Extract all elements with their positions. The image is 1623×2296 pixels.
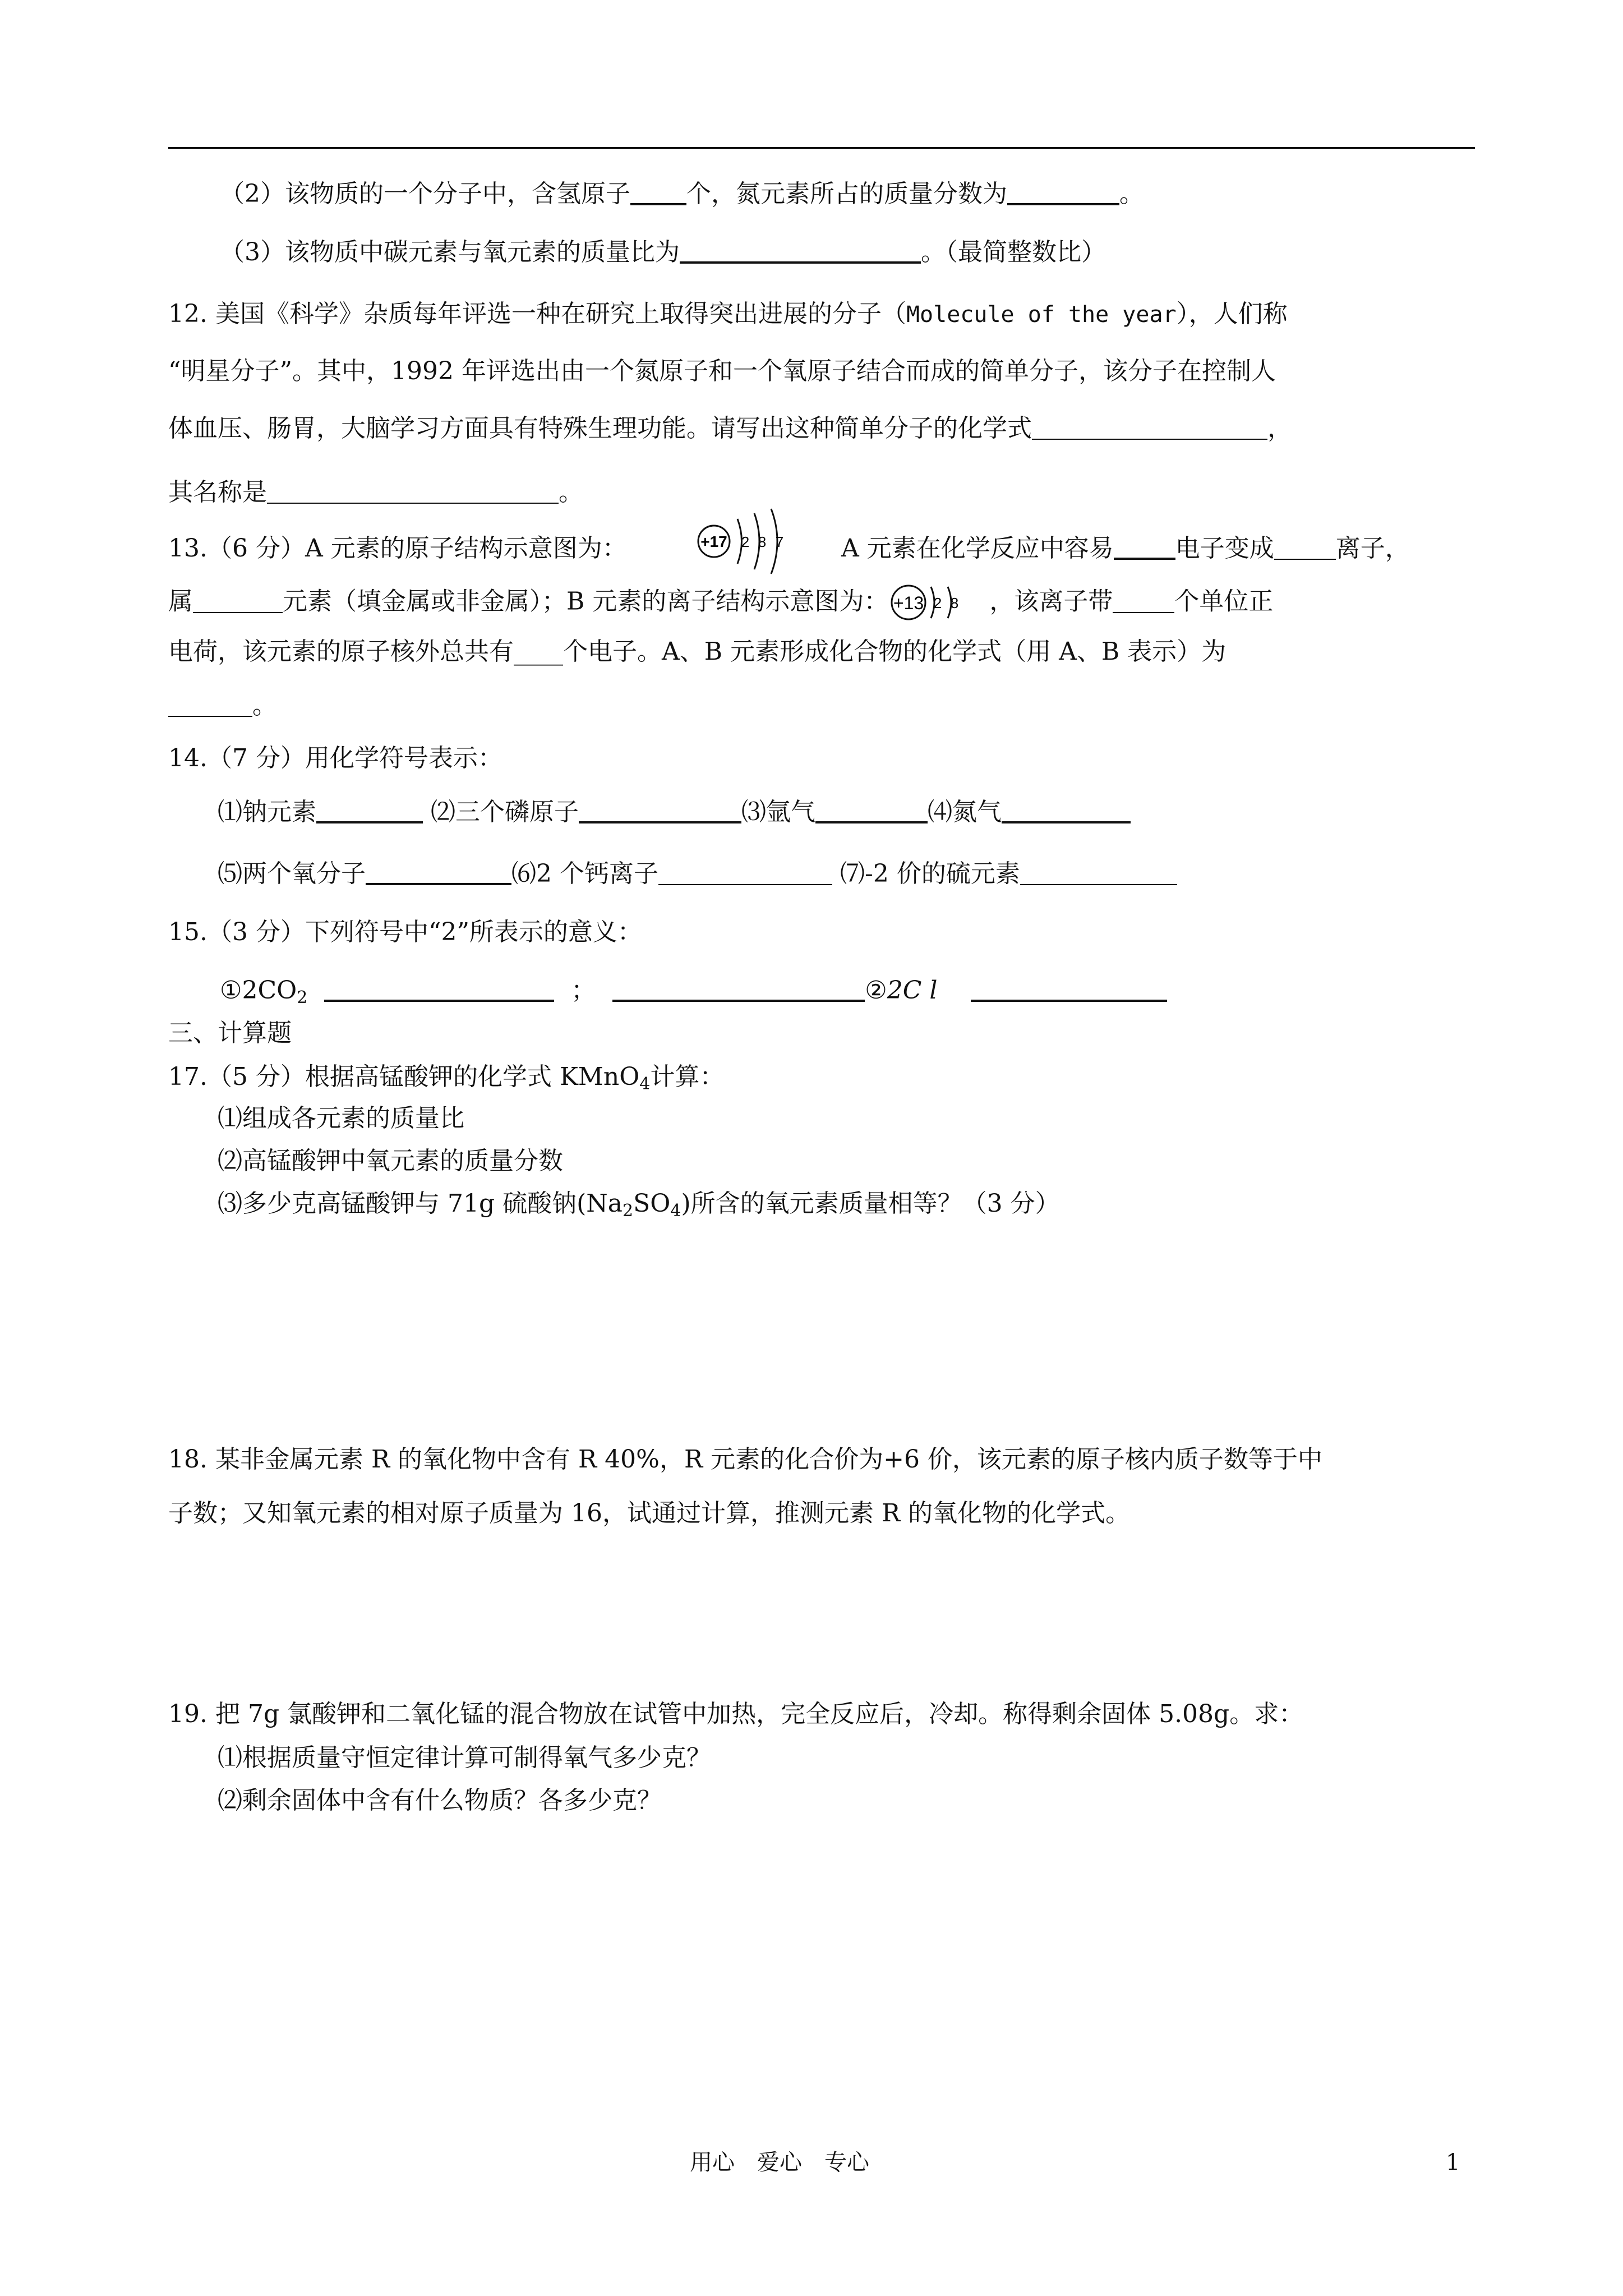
ion-structure-diagram-b: [888, 583, 989, 623]
ion-b-nucleus: +13: [893, 593, 924, 613]
q19-item-1: ⑴根据质量守恒定律计算可制得氧气多少克？: [218, 1743, 711, 1772]
q13-line2: [168, 583, 1273, 623]
q12-text: 12. 美国《科学》杂质每年评选一种在研究上取得突出进展的分子（: [168, 300, 906, 328]
q13-text: 属: [168, 587, 193, 616]
answer-blank[interactable]: [630, 177, 686, 205]
q12-line3: [168, 412, 1292, 445]
svg-text:8: 8: [758, 533, 767, 550]
symbol-blank[interactable]: [1002, 795, 1131, 823]
subscript: 4: [639, 1074, 651, 1094]
answer-blank[interactable]: [1113, 586, 1174, 613]
q19-item-2: ⑵剩余固体中含有什么物质？各多少克？: [218, 1786, 662, 1815]
q12-text: ），人们称: [1176, 300, 1288, 328]
q15-title: 15.（3 分）下列符号中“2”所表示的意义：: [168, 918, 642, 946]
svg-text:2: 2: [934, 595, 942, 611]
q14-item: ⑸两个氧分子: [218, 859, 366, 888]
q17-item-1: ⑴组成各元素的质量比: [218, 1104, 464, 1133]
symbol-blank[interactable]: [579, 795, 741, 823]
meaning-blank[interactable]: [324, 974, 554, 1002]
q12-text: 。: [559, 478, 583, 507]
meaning-blank[interactable]: [612, 974, 865, 1002]
q13-line1-b: [841, 532, 1410, 565]
q17-item-3: [218, 1187, 1060, 1228]
meaning-blank[interactable]: [971, 974, 1167, 1002]
q19-line1: 19. 把 7g 氯酸钾和二氧化锰的混合物放在试管中加热，完全反应后，冷却。称得剩余固体 5.08g。求：: [168, 1700, 1304, 1728]
q17-text: )所含的氧元素质量相等？（3 分）: [681, 1189, 1060, 1218]
section-heading-calculation: 三、计算题: [168, 1019, 292, 1047]
atom-a-nucleus: +17: [700, 533, 727, 550]
q14-item: ⑷氮气: [928, 798, 1002, 826]
q17-text: SO: [633, 1189, 671, 1218]
q17-text: 计算：: [650, 1062, 725, 1091]
symbol-blank[interactable]: [316, 795, 423, 823]
q17-text: ⑶多少克高锰酸钾与 71g 硫酸钠(Na: [218, 1189, 623, 1218]
q15-item-1: ①2CO: [220, 976, 297, 1005]
header-rule: [168, 147, 1475, 149]
answer-blank[interactable]: [1274, 533, 1336, 560]
subscript: 2: [623, 1201, 634, 1221]
svg-text:8: 8: [951, 595, 959, 611]
symbol-blank[interactable]: [366, 857, 511, 885]
q14-item: ⑹2 个钙离子: [511, 859, 658, 888]
q14-item: ⑴钠元素: [218, 798, 316, 826]
q13-line1-a: 13.（6 分）A 元素的原子结构示意图为：: [168, 534, 627, 563]
q14-item: ⑺-2 价的硫元素: [840, 859, 1020, 888]
atom-structure-diagram-a: [693, 508, 794, 581]
q13-text: 个单位正: [1174, 587, 1274, 616]
q18-line1: 18. 某非金属元素 R 的氧化物中含有 R 40%，R 元素的化合价为+6 价，该元素的原子核内质子数等于中: [168, 1445, 1322, 1474]
subscript: 2: [297, 988, 308, 1007]
q13-text: 电子变成: [1175, 534, 1274, 563]
answer-blank[interactable]: [1007, 177, 1119, 205]
q17-title: [168, 1060, 724, 1101]
q11-part2: [220, 177, 1144, 211]
q11-part3: [220, 236, 1106, 269]
symbol-blank[interactable]: [1020, 858, 1177, 885]
q11-p3-text-a: （3）该物质中碳元素与氧元素的质量比为: [220, 238, 680, 266]
q15-item-2: ②: [865, 976, 887, 1005]
svg-text:2: 2: [741, 533, 750, 550]
separator: ；: [571, 976, 596, 1005]
q17-text: 17.（5 分）根据高锰酸钾的化学式 KMnO: [168, 1062, 640, 1091]
answer-blank[interactable]: [193, 586, 283, 613]
q14-title: 14.（7 分）用化学符号表示：: [168, 744, 502, 772]
q12-text: ，: [1267, 414, 1292, 443]
q17-item-2: ⑵高锰酸钾中氧元素的质量分数: [218, 1147, 563, 1175]
q13-text: 元素（填金属或非金属）；B 元素的离子结构示意图为：: [283, 587, 889, 616]
subscript: 4: [670, 1201, 681, 1221]
q13-text: ，该离子带: [989, 587, 1113, 616]
q13-line4: [168, 689, 277, 723]
page-number: 1: [1446, 2150, 1460, 2175]
q15-symbol: 2C l: [887, 976, 938, 1005]
q13-text: 。: [252, 691, 277, 720]
q11-p2-text-b: 个，氮元素所占的质量分数为: [686, 180, 1007, 208]
q12-line4: [168, 476, 583, 509]
q11-p3-text-b: 。（最简整数比）: [921, 238, 1106, 266]
q11-p2-text-c: 。: [1119, 180, 1144, 208]
symbol-blank[interactable]: [815, 795, 928, 823]
q14-item: ⑶氩气: [741, 798, 815, 826]
q13-text: A 元素在化学反应中容易: [841, 534, 1114, 563]
answer-blank[interactable]: [1114, 532, 1175, 560]
q13-line3: 电荷，该元素的原子核外总共有____个电子。A、B 元素形成化合物的化学式（用 A、B 表示）为: [168, 637, 1227, 666]
q12-english-term: Molecule of the year: [906, 302, 1177, 328]
q12-text: 体血压、肠胃，大脑学习方面具有特殊生理功能。请写出这种简单分子的化学式: [168, 414, 1032, 443]
q15-row: [220, 974, 1167, 1015]
q12-line1: [168, 297, 1288, 332]
answer-blank[interactable]: [680, 236, 921, 264]
q14-row1: [218, 795, 1131, 829]
symbol-blank[interactable]: [658, 858, 832, 885]
q11-p2-text-a: （2）该物质的一个分子中，含氢原子: [220, 180, 630, 208]
formula-blank[interactable]: [1032, 413, 1267, 440]
q12-line2: “明星分子”。其中，1992 年评选出由一个氮原子和一个氧原子结合而成的简单分子，该分子在控制人: [168, 357, 1276, 385]
svg-text:7: 7: [775, 533, 784, 550]
q14-row2: [218, 857, 1177, 891]
q12-text: 其名称是: [168, 478, 267, 507]
formula-blank[interactable]: [168, 690, 252, 717]
q13-text: 离子，: [1335, 534, 1410, 563]
footer-motto: 用心 爱心 专心: [690, 2150, 869, 2175]
q18-line2: 子数；又知氧元素的相对原子质量为 16，试通过计算，推测元素 R 的氧化物的化学式。: [168, 1499, 1131, 1527]
name-blank[interactable]: [267, 477, 559, 504]
q14-item: ⑵三个磷原子: [431, 798, 579, 826]
